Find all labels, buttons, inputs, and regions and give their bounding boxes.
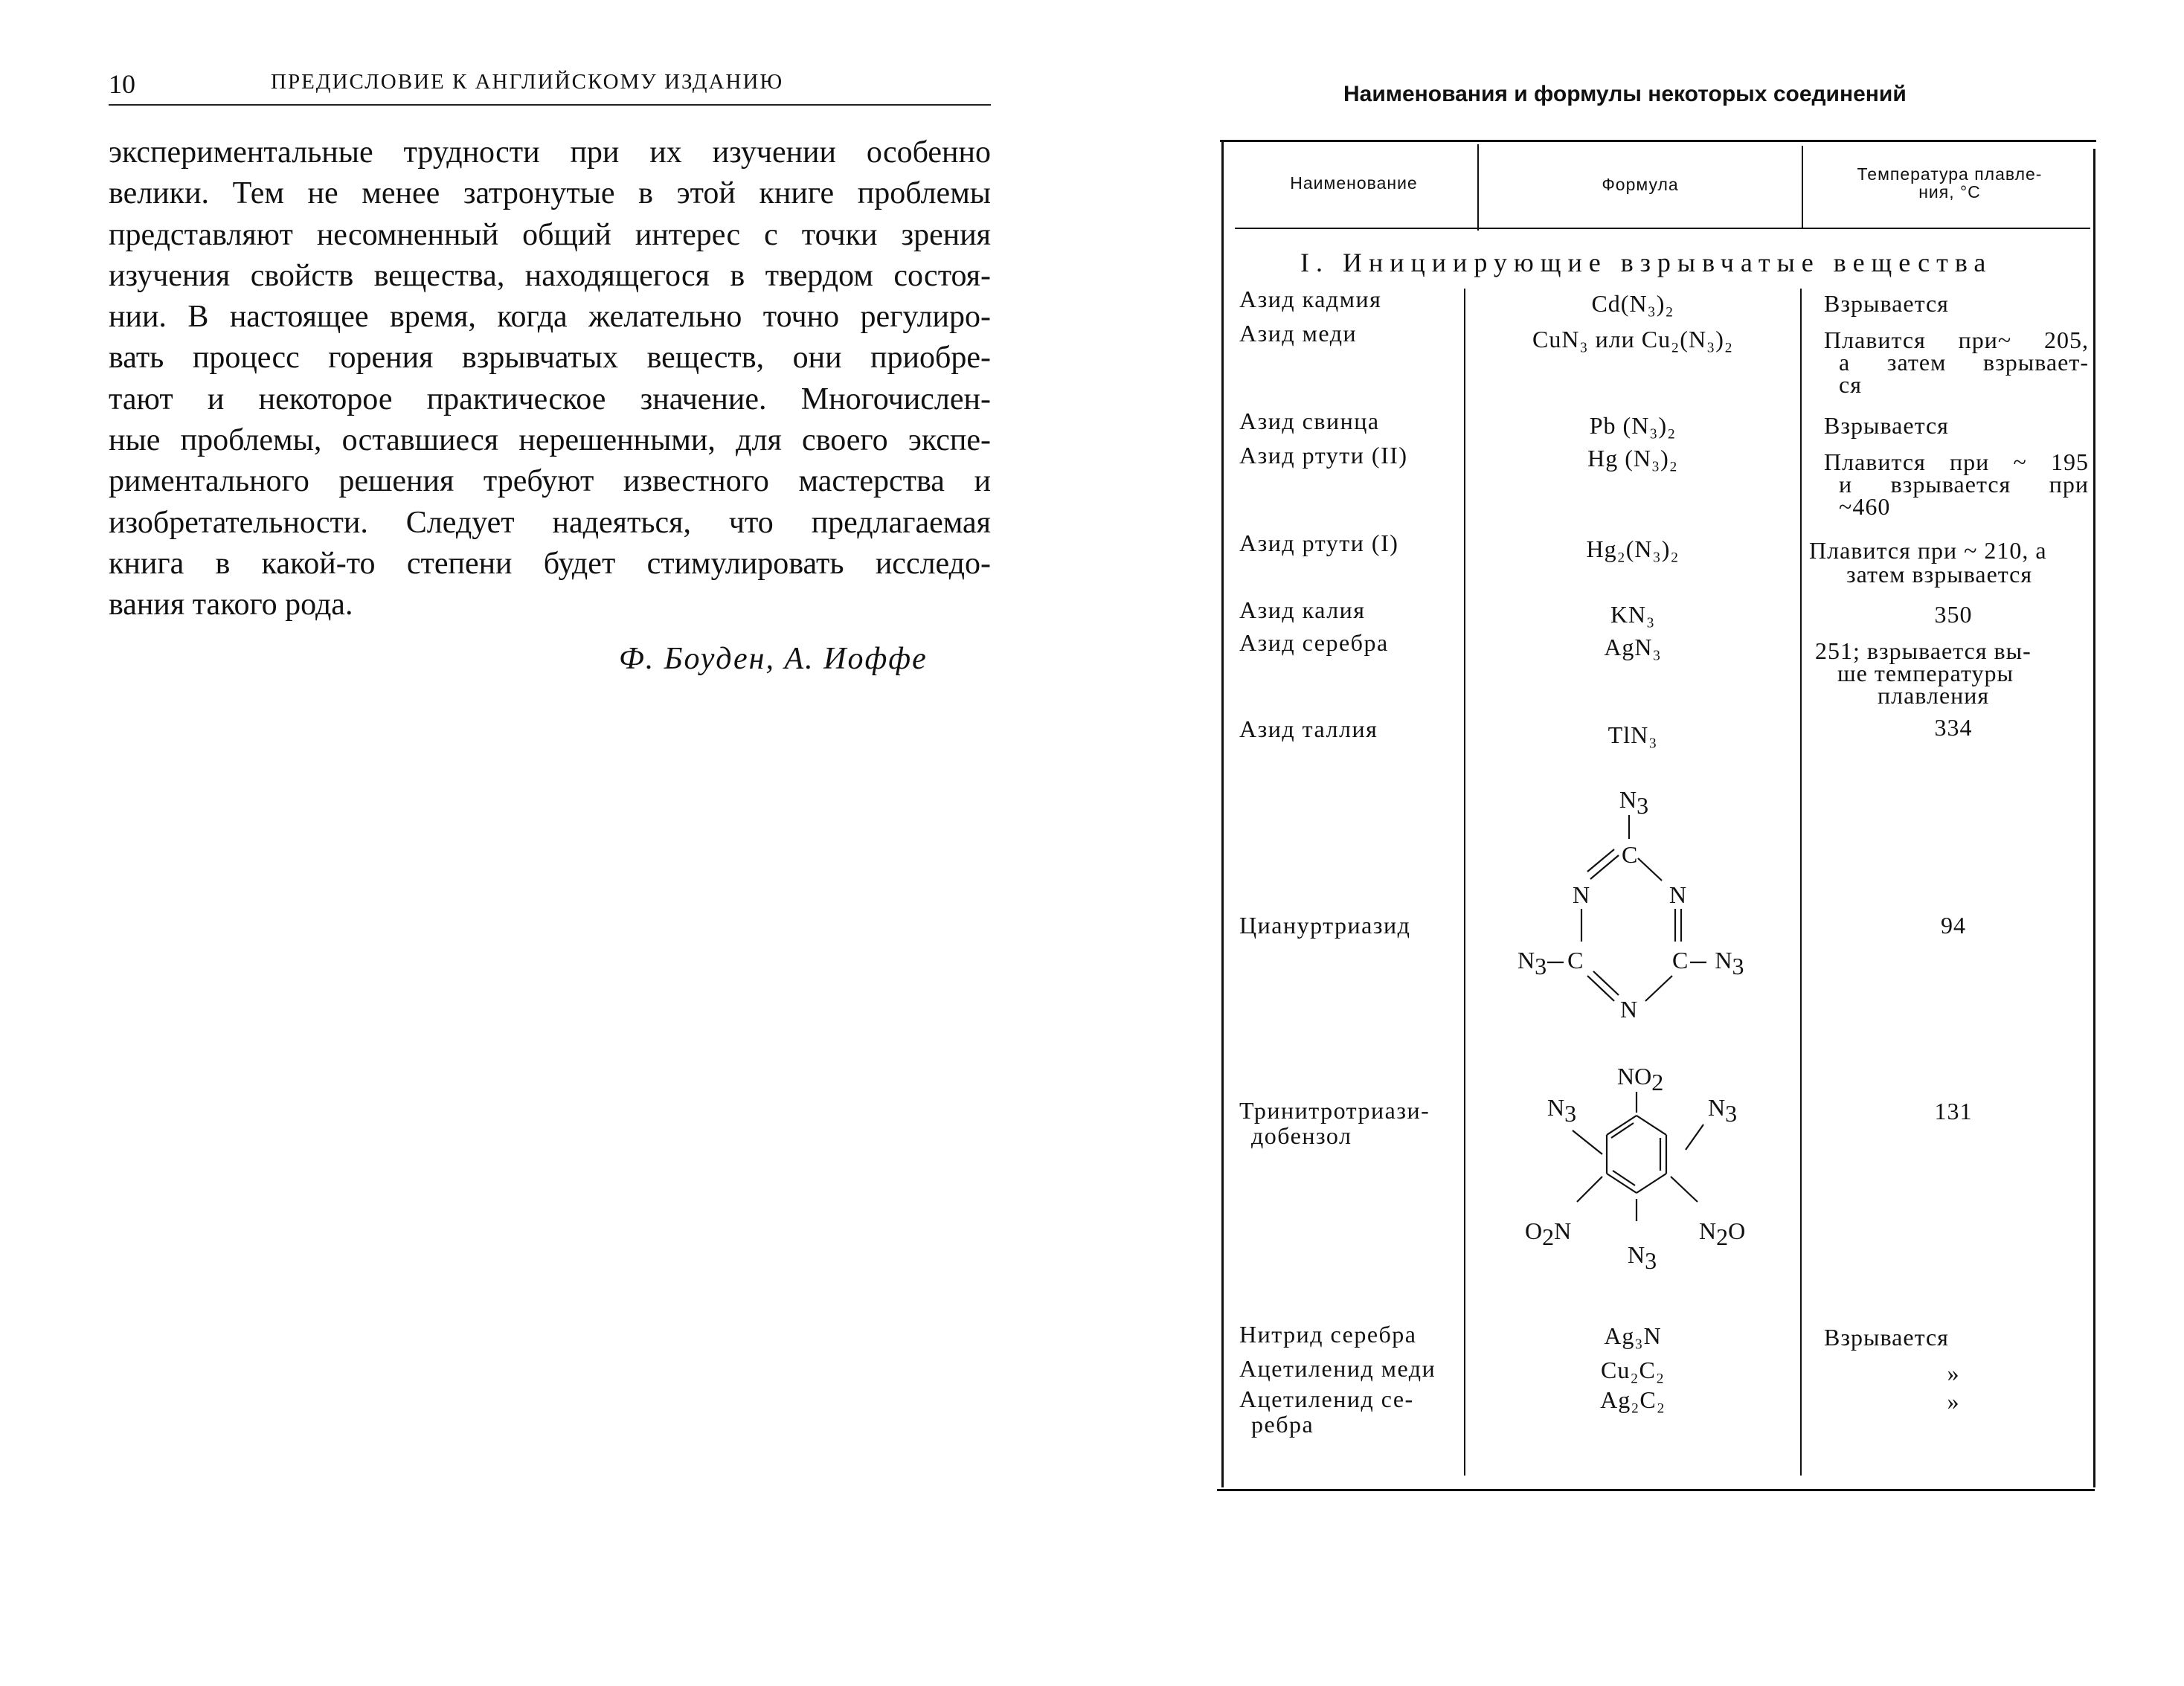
melting-line: 94 (1941, 912, 1966, 939)
compound-formula: Ag₂C₂ (1600, 1386, 1666, 1413)
atom-label: N3 (1708, 1094, 1738, 1127)
melting-line: а затем взрывает- (1839, 349, 2089, 376)
column-divider-2-header (1802, 146, 1803, 229)
bond (1607, 1116, 1637, 1135)
header-rule (109, 104, 991, 106)
table-header-bottom-rule (1235, 228, 2090, 229)
column-divider-1-header (1477, 144, 1479, 231)
compound-name: Азид свинца (1239, 408, 1380, 434)
melting-line: Плавится при ~ 210, а (1809, 537, 2047, 564)
melting-point (1824, 326, 2089, 398)
atom-label: N (1669, 881, 1687, 908)
bond (1686, 1124, 1703, 1150)
melting-point (1815, 913, 2092, 938)
bond (1638, 858, 1662, 881)
melting-point (1815, 1361, 2092, 1386)
melting-line: Взрывается (1824, 1324, 1949, 1351)
table-left-border (1221, 140, 1224, 1487)
left-page-header (109, 68, 994, 110)
compound-name: Азид меди (1239, 320, 1358, 347)
melting-line: и взрывается при (1839, 471, 2089, 498)
paragraph-line: изобретательности. Следует надеяться, что предлагаемая (109, 505, 991, 540)
trinitrotriazidobenzene-structure (1525, 1062, 1763, 1285)
bond (1587, 849, 1614, 872)
atom-label: C (1622, 841, 1638, 868)
header-formula: Формула (1602, 175, 1679, 194)
melting-line: 251; взрывается вы- (1815, 637, 2032, 664)
page-number: 10 (109, 69, 135, 99)
compound-name: Ацетиленид меди (1239, 1355, 1436, 1382)
melting-point (1815, 602, 2092, 627)
name-line: ребра (1251, 1411, 1314, 1438)
compound-formula: CuN₃ или Cu₂(N₃)₂ (1532, 326, 1734, 353)
preface-paragraph (109, 132, 991, 626)
column-divider-2 (1800, 289, 1802, 1476)
atom-label: N3 (1547, 1094, 1577, 1127)
melting-line: Взрывается (1824, 412, 1949, 439)
compound-name: Циануртриазид (1239, 912, 1411, 939)
melting-line: 131 (1934, 1098, 1973, 1124)
compound-formula: Pb (N₃)₂ (1589, 412, 1677, 439)
atom-label: N3 C (1517, 947, 1584, 979)
compound-name: Азид калия (1239, 596, 1366, 623)
atom-label: N3 (1619, 786, 1649, 819)
paragraph-line: экспериментальные трудности при их изучении особенно (109, 135, 991, 170)
melting-point (1824, 414, 2101, 438)
paragraph-line: книга в какой-то степени будет стимулировать исследо- (109, 546, 991, 581)
bond (1590, 855, 1619, 879)
bond (1593, 971, 1619, 995)
compound-formula: TlN₃ (1608, 721, 1658, 748)
melting-line: 334 (1934, 714, 1973, 741)
atom-label: C N3 (1672, 947, 1744, 979)
column-divider-1 (1464, 289, 1465, 1476)
melting-line: Плавится при~ 205, (1824, 326, 2089, 353)
header-melting-line: ния, °С (1918, 182, 1981, 202)
melting-point (1824, 292, 2101, 316)
compound-formula: Cd(N₃)₂ (1591, 290, 1674, 317)
atom-label: N (1620, 996, 1638, 1023)
compound-formula: Hg₂(N₃)₂ (1586, 535, 1680, 562)
melting-line: » (1947, 1388, 1960, 1415)
paragraph-line: велики. Тем не менее затронутые в этой книге проблемы (109, 176, 991, 211)
paragraph-line: вания такого рода. (109, 588, 353, 622)
compound-name: Азид ртути (I) (1239, 530, 1399, 556)
compound-name (1239, 1386, 1414, 1437)
bond (1613, 1171, 1635, 1185)
compound-name: Азид кадмия (1239, 286, 1382, 312)
melting-line: » (1947, 1360, 1960, 1386)
header-name: Наименование (1290, 173, 1418, 193)
melting-line: Плавится при ~ 195 (1824, 448, 2089, 475)
header-melting-line: Температура плавле- (1857, 164, 2043, 184)
atom-label: O2N (1525, 1217, 1572, 1250)
compound-formula: KN₃ (1610, 601, 1656, 628)
header-melting-point (1806, 165, 2093, 201)
section-title: I. Инициирующие взрывчатые вещества (1300, 248, 1993, 277)
paragraph-line: вать процесс горения взрывчатых веществ, они приобре- (109, 341, 991, 376)
atom-label: N3 (1628, 1241, 1657, 1274)
compound-name: Азид серебра (1239, 629, 1389, 656)
bond (1587, 976, 1614, 1001)
melting-point (1815, 1389, 2092, 1414)
atom-label: N2O (1699, 1217, 1746, 1250)
melting-line: ~460 (1839, 493, 1891, 520)
table-top-rule (1220, 140, 2096, 142)
compound-formula: AgN₃ (1604, 634, 1662, 660)
melting-line: Взрывается (1824, 290, 1949, 317)
melting-point (1809, 538, 2093, 586)
bond (1671, 1177, 1698, 1202)
compound-name: Нитрид серебра (1239, 1321, 1417, 1348)
name-line: Тринитротриази- (1239, 1097, 1430, 1124)
compound-formula: Hg (N₃)₂ (1587, 445, 1678, 472)
atom-label: N (1573, 881, 1590, 908)
table-right-border (2093, 149, 2095, 1487)
compound-name (1239, 1098, 1430, 1148)
melting-point (1815, 1099, 2092, 1124)
bond (1637, 1174, 1666, 1193)
melting-line: ся (1839, 371, 1862, 398)
compound-formula: Ag₃N (1604, 1322, 1662, 1349)
paragraph-line: риментального решения требуют известного мастерства и (109, 464, 991, 499)
paragraph-line: нии. В настоящее время, когда желательно точно регулиро- (109, 300, 991, 335)
cyanuric-triazide-structure (1510, 781, 1763, 1034)
paragraph-line: ные проблемы, оставшиеся нерешенными, для своего экспе- (109, 423, 991, 458)
bond (1577, 1177, 1602, 1202)
bond (1645, 976, 1672, 1001)
table-title: Наименования и формулы некоторых соединений (1343, 82, 1907, 106)
name-line: Ацетиленид се- (1239, 1386, 1414, 1412)
melting-point (1815, 715, 2092, 740)
name-line: добензол (1251, 1122, 1352, 1149)
bond (1637, 1116, 1666, 1135)
melting-line: 350 (1934, 601, 1973, 628)
bond (1573, 1130, 1602, 1154)
compound-name: Азид ртути (II) (1239, 442, 1408, 469)
paragraph-line: представляют несомненный общий интерес с точки зрения (109, 217, 991, 252)
atom-label: NO2 (1617, 1063, 1664, 1095)
paragraph-line: тают и некоторое практическое значение. Многочислен- (109, 382, 991, 416)
melting-line: ше температуры (1837, 660, 2014, 686)
table-bottom-rule (1217, 1489, 2095, 1491)
melting-point (1815, 637, 2092, 709)
compound-formula: Cu₂C₂ (1601, 1357, 1665, 1383)
melting-line: плавления (1878, 682, 1990, 709)
paragraph-line: изучения свойств вещества, находящегося в твердом состоя- (109, 258, 991, 293)
author-signature: Ф. Боуден, А. Иоффе (619, 642, 928, 676)
melting-point (1824, 448, 2089, 520)
melting-point (1824, 1325, 2101, 1350)
compound-name: Азид таллия (1239, 715, 1378, 742)
melting-line: затем взрывается (1846, 561, 2033, 588)
running-title: ПРЕДИСЛОВИЕ К АНГЛИЙСКОМУ ИЗДАНИЮ (271, 70, 784, 94)
